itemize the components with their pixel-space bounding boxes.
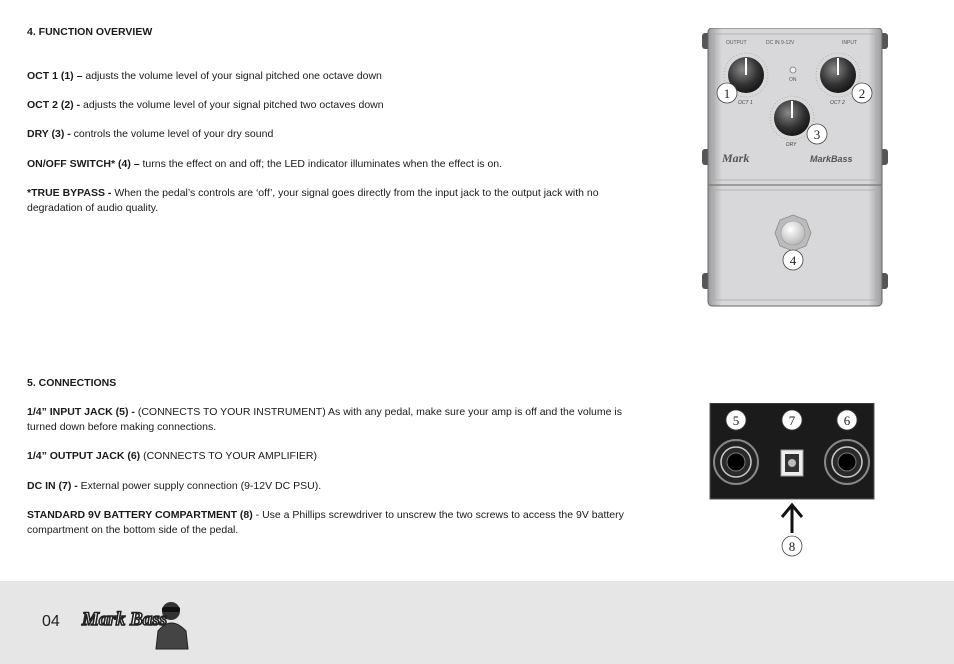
markbass-logo: [78, 591, 194, 653]
paragraph-onoff-switch: [27, 157, 642, 172]
term-true-bypass: *TRUE BYPASS -: [27, 187, 112, 199]
desc-dry: controls the volume level of your dry sound: [70, 128, 274, 140]
desc-input-jack: (CONNECTS TO YOUR INSTRUMENT) As with any pedal, make sure your amp is off and the volume is turned down before making connections.: [27, 406, 622, 433]
desc-onoff-switch: turns the effect on and off; the LED indicator illuminates when the effect is on.: [139, 158, 503, 170]
desc-battery: - Use a Phillips screwdriver to unscrew the two screws to access the 9V battery compartment on the bottom side of the pedal.: [27, 509, 624, 536]
led-icon: [790, 67, 796, 73]
paragraph-true-bypass: [27, 186, 642, 216]
callout-6: [837, 410, 857, 430]
term-oct2: OCT 2 (2) -: [27, 99, 81, 111]
svg-text:2: 2: [858, 86, 866, 101]
label-oct2: OCT 2: [830, 100, 845, 106]
svg-text:4: 4: [789, 253, 797, 268]
paragraph-dry: [27, 127, 642, 142]
svg-text:8: 8: [788, 539, 796, 554]
brand-logo-left: Mark: [722, 151, 750, 165]
desc-oct2: adjusts the volume level of your signal pitched two octaves down: [80, 99, 384, 111]
paragraph-output-jack: [27, 449, 642, 464]
term-output-jack: 1/4” OUTPUT JACK (6): [27, 450, 141, 462]
jack-panel-illustration: [706, 403, 878, 559]
callout-2: [852, 83, 872, 103]
term-oct1: OCT 1 (1) –: [27, 70, 83, 82]
desc-output-jack: (CONNECTS TO YOUR AMPLIFIER): [140, 450, 317, 462]
term-dc-in: DC IN (7) -: [27, 480, 78, 492]
dc-in-jack-icon[interactable]: [781, 450, 803, 476]
callout-7: [782, 410, 802, 430]
input-jack-icon[interactable]: [714, 440, 758, 484]
callout-5: [726, 410, 746, 430]
svg-text:6: 6: [843, 413, 851, 428]
label-led-on: ON: [789, 77, 797, 83]
section-heading-connections: 5. CONNECTIONS: [27, 377, 117, 389]
arrow-up-icon: [782, 505, 802, 533]
logo-text: Mark Bass: [82, 609, 167, 630]
page-number: 04: [42, 613, 60, 630]
term-battery: STANDARD 9V BATTERY COMPARTMENT (8): [27, 509, 253, 521]
paragraph-oct2: [27, 98, 642, 113]
label-output: OUTPUT: [726, 40, 747, 46]
desc-oct1: adjusts the volume level of your signal pitched one octave down: [82, 70, 382, 82]
paragraph-battery: [27, 508, 642, 538]
label-oct1: OCT 1: [738, 100, 753, 106]
paragraph-dc-in: [27, 479, 642, 494]
callout-1: [717, 83, 737, 103]
page-footer: [0, 581, 954, 664]
desc-dc-in: External power supply connection (9-12V DC PSU).: [77, 480, 322, 492]
term-onoff-switch: ON/OFF SWITCH* (4) –: [27, 158, 140, 170]
section-heading-function-overview: 4. FUNCTION OVERVIEW: [27, 26, 153, 38]
term-input-jack: 1/4” INPUT JACK (5) -: [27, 406, 135, 418]
term-dry: DRY (3) -: [27, 128, 71, 140]
callout-8: [782, 536, 802, 556]
paragraph-oct1: [27, 69, 642, 84]
desc-true-bypass: When the pedal’s controls are ‘off’, your signal goes directly from the input jack to the output jack with no degradation of audio quality.: [27, 187, 599, 214]
label-input: INPUT: [842, 40, 857, 46]
footswitch-icon[interactable]: [775, 215, 811, 251]
callout-4: [783, 250, 803, 270]
callout-3: [807, 124, 827, 144]
label-dry: DRY: [786, 142, 797, 148]
brand-logo-right: MarkBass: [810, 154, 853, 164]
label-dc-in: DC IN 9-12V: [766, 40, 795, 46]
svg-text:1: 1: [723, 86, 731, 101]
paragraph-input-jack: [27, 405, 642, 435]
svg-text:5: 5: [732, 413, 740, 428]
svg-text:3: 3: [813, 127, 821, 142]
svg-text:7: 7: [788, 413, 796, 428]
pedal-illustration: [700, 28, 890, 308]
output-jack-icon[interactable]: [825, 440, 869, 484]
